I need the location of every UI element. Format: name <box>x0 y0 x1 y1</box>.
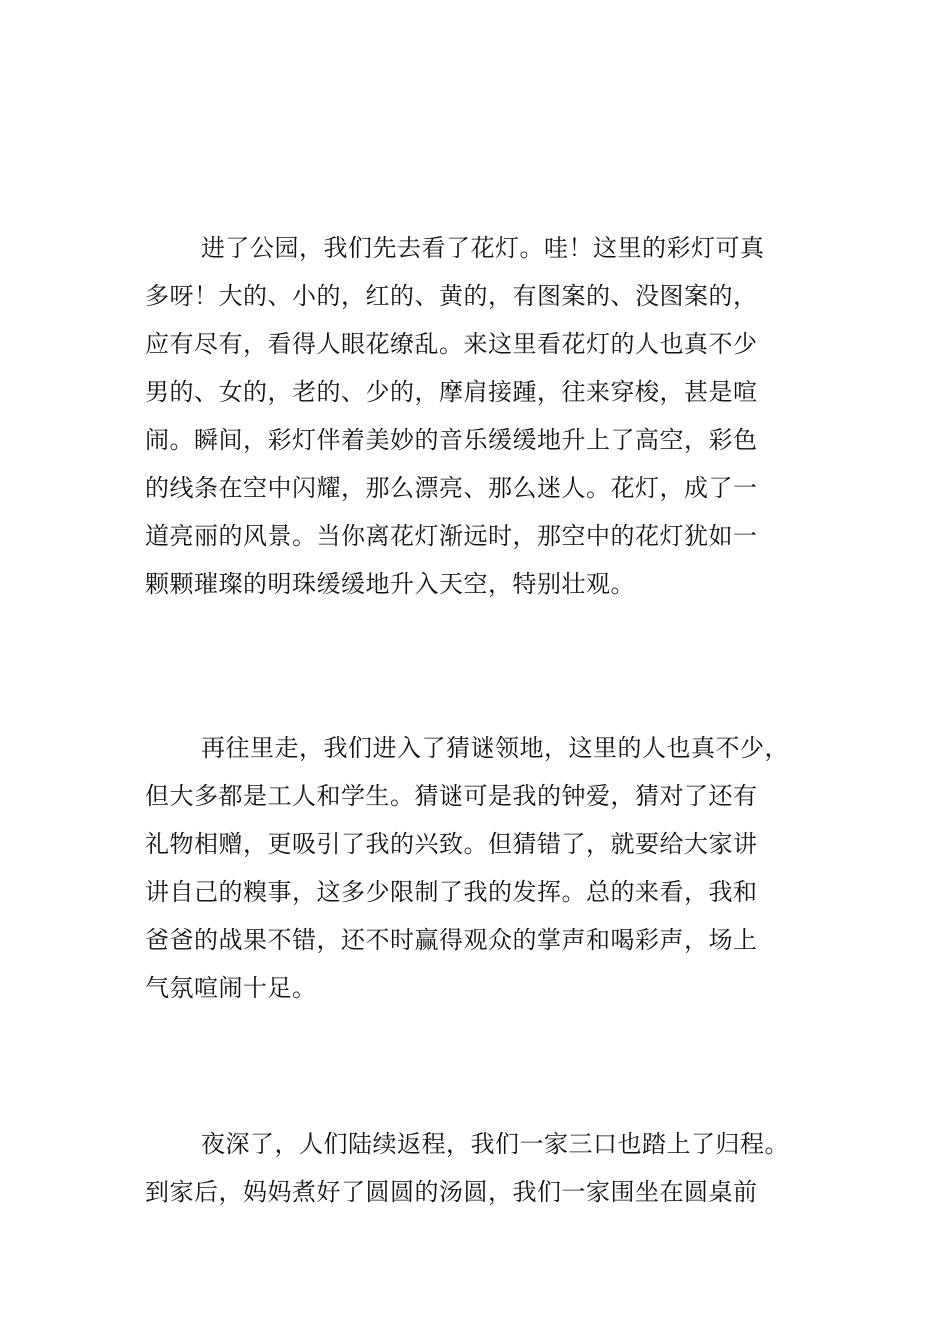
paragraph-line: 讲自己的糗事，这多少限制了我的发挥。总的来看，我和 <box>145 878 758 906</box>
paragraph-line: 应有尽有，看得人眼花缭乱。来这里看花灯的人也真不少 <box>145 330 758 358</box>
paragraph-returning-home <box>145 1120 825 1216</box>
paragraph-line: 但大多都是工人和学生。猜谜可是我的钟爱，猜对了还有 <box>145 782 758 810</box>
paragraph-line: 男的、女的，老的、少的，摩肩接踵，往来穿梭，甚是喧 <box>145 378 758 406</box>
paragraph-lantern-viewing <box>145 224 825 608</box>
paragraph-line: 到家后，妈妈煮好了圆圆的汤圆，我们一家围坐在圆桌前 <box>145 1178 758 1206</box>
paragraph-line: 礼物相赠，更吸引了我的兴致。但猜错了，就要给大家讲 <box>145 830 758 858</box>
paragraph-line: 气氛喧闹十足。 <box>145 974 317 1002</box>
paragraph-line: 再往里走，我们进入了猜谜领地，这里的人也真不少， <box>201 734 789 762</box>
paragraph-line: 道亮丽的风景。当你离花灯渐远时，那空中的花灯犹如一 <box>145 522 758 550</box>
paragraph-line: 夜深了，人们陆续返程，我们一家三口也踏上了归程。 <box>201 1130 789 1158</box>
paragraph-line: 颗颗璀璨的明珠缓缓地升入天空，特别壮观。 <box>145 570 635 598</box>
paragraph-line: 爸爸的战果不错，还不时赢得观众的掌声和喝彩声，场上 <box>145 926 758 954</box>
paragraph-line: 多呀！大的、小的，红的、黄的，有图案的、没图案的， <box>145 282 758 310</box>
paragraph-line: 的线条在空中闪耀，那么漂亮、那么迷人。花灯，成了一 <box>145 474 758 502</box>
paragraph-riddle-guessing <box>145 724 825 1012</box>
paragraph-line: 闹。瞬间，彩灯伴着美妙的音乐缓缓地升上了高空，彩色 <box>145 426 758 454</box>
paragraph-line: 进了公园，我们先去看了花灯。哇！这里的彩灯可真 <box>201 234 765 262</box>
